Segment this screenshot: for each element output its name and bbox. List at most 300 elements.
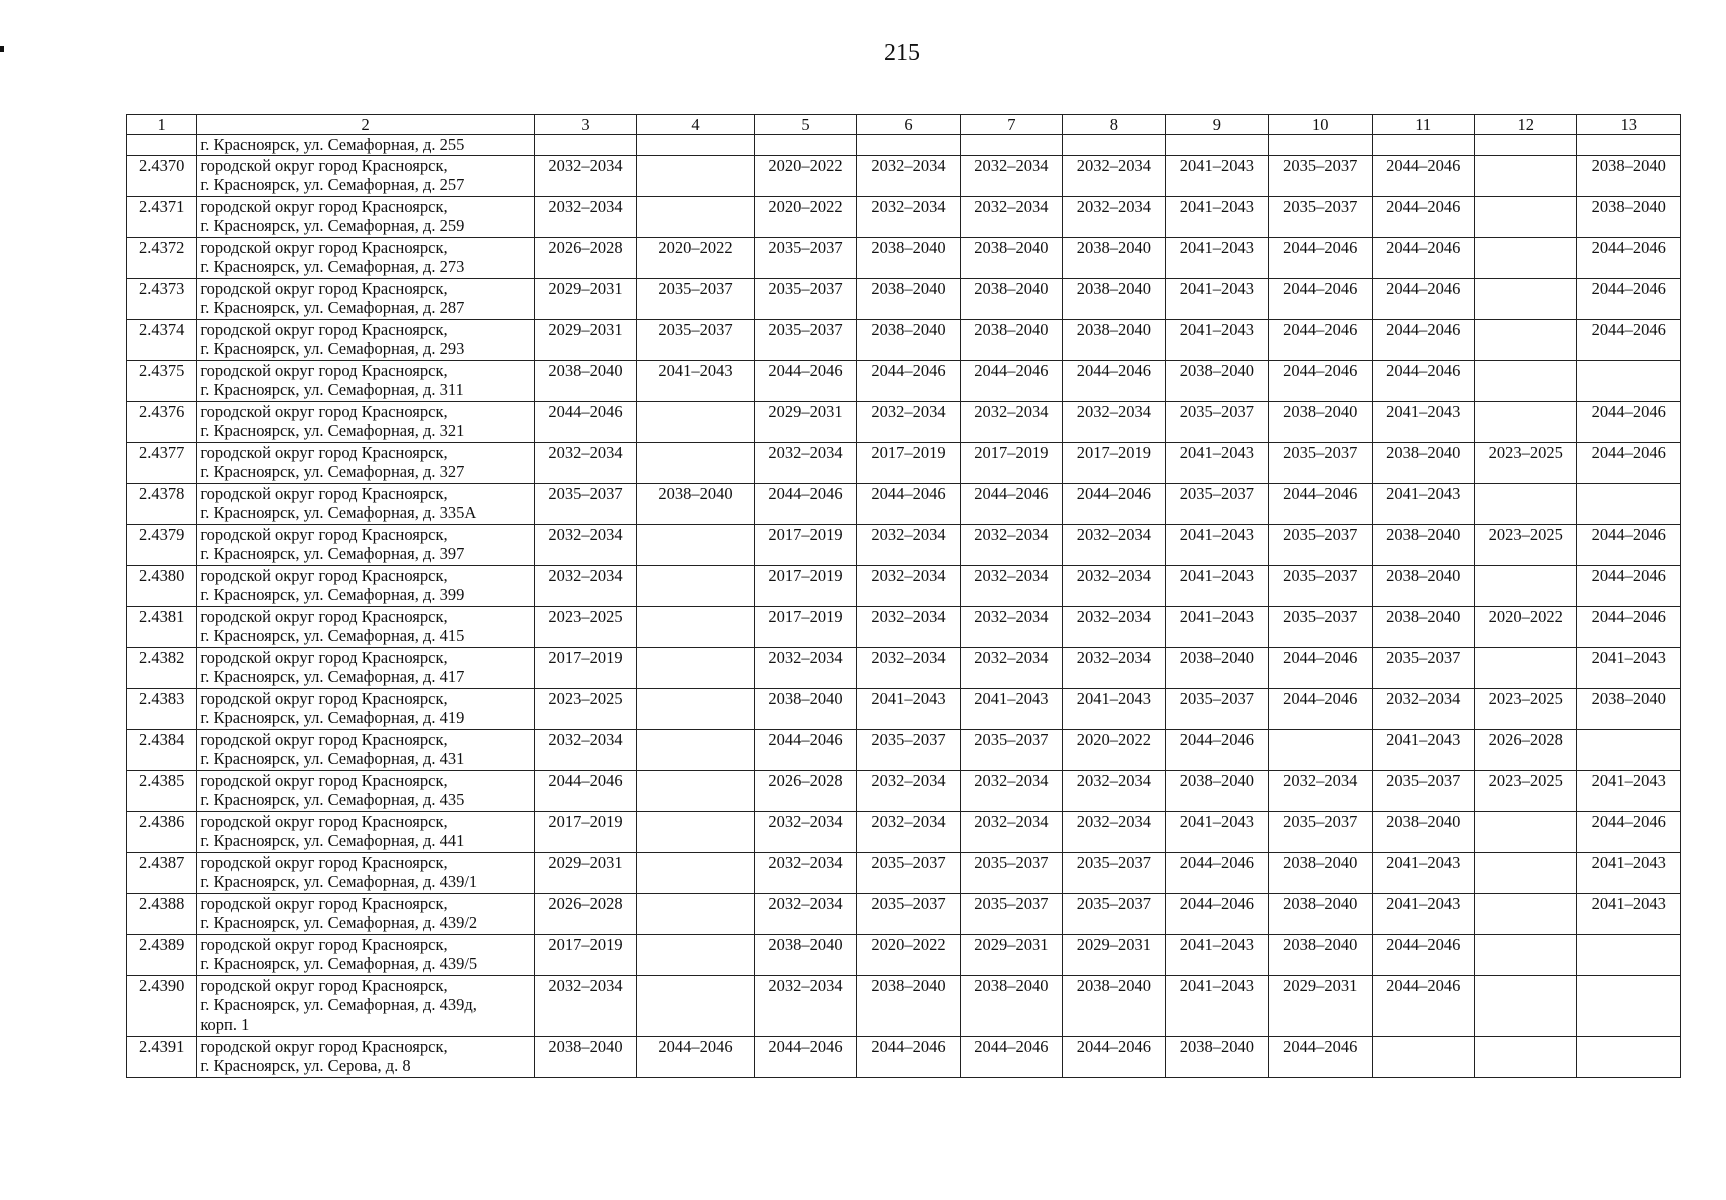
table-row xyxy=(127,155,1681,196)
address-line: городской округ город Красноярск, xyxy=(200,319,448,339)
table-row xyxy=(127,606,1681,647)
table-row xyxy=(127,237,1681,278)
period-cell xyxy=(637,524,755,565)
period-cell: 2044–2046 xyxy=(1372,934,1474,975)
period-cell xyxy=(637,811,755,852)
column-header: 2 xyxy=(197,115,535,135)
column-header: 12 xyxy=(1474,115,1576,135)
period-cell xyxy=(637,155,755,196)
address-cell xyxy=(197,688,535,729)
address-line: городской округ город Красноярск, xyxy=(200,729,448,749)
table-row xyxy=(127,196,1681,237)
period-cell xyxy=(637,647,755,688)
row-number: 2.4371 xyxy=(127,196,197,237)
header-row xyxy=(127,115,1681,135)
period-cell xyxy=(637,606,755,647)
address-cell: г. Красноярск, ул. Семафорная, д. 255 xyxy=(197,135,535,156)
address-line: г. Красноярск, ул. Семафорная, д. 257 xyxy=(200,175,465,194)
table-row xyxy=(127,893,1681,934)
address-line: г. Красноярск, ул. Семафорная, д. 335А xyxy=(200,503,477,522)
period-cell: 2044–2046 xyxy=(754,360,856,401)
period-cell: 2044–2046 xyxy=(1269,319,1372,360)
row-number: 2.4375 xyxy=(127,360,197,401)
period-cell: 2044–2046 xyxy=(637,1036,755,1077)
period-cell: 2035–2037 xyxy=(960,893,1062,934)
period-cell: 2044–2046 xyxy=(534,770,636,811)
period-cell: 2038–2040 xyxy=(637,483,755,524)
period-cell: 2038–2040 xyxy=(1063,237,1165,278)
period-cell: 2035–2037 xyxy=(1269,524,1372,565)
row-number: 2.4387 xyxy=(127,852,197,893)
period-cell: 2017–2019 xyxy=(960,442,1062,483)
table-cell xyxy=(754,135,856,156)
period-cell: 2044–2046 xyxy=(1063,360,1165,401)
table-cell xyxy=(1474,135,1576,156)
row-number: 2.4384 xyxy=(127,729,197,770)
address-cell xyxy=(197,401,535,442)
address-cell xyxy=(197,811,535,852)
period-cell: 2044–2046 xyxy=(1372,360,1474,401)
period-cell: 2032–2034 xyxy=(1063,811,1165,852)
period-cell: 2032–2034 xyxy=(960,565,1062,606)
address-cell xyxy=(197,196,535,237)
period-cell: 2032–2034 xyxy=(960,196,1062,237)
period-cell: 2038–2040 xyxy=(1165,1036,1268,1077)
period-cell: 2038–2040 xyxy=(1063,278,1165,319)
row-number: 2.4391 xyxy=(127,1036,197,1077)
table-row xyxy=(127,1036,1681,1077)
table-cell xyxy=(1577,135,1681,156)
table-cell xyxy=(1372,135,1474,156)
address-cell xyxy=(197,975,535,1036)
period-cell xyxy=(1474,319,1576,360)
row-number: 2.4372 xyxy=(127,237,197,278)
page-number: 215 xyxy=(884,40,920,66)
table-row xyxy=(127,319,1681,360)
table-cell xyxy=(1063,135,1165,156)
address-cell xyxy=(197,852,535,893)
period-cell: 2032–2034 xyxy=(960,606,1062,647)
period-cell: 2041–2043 xyxy=(1372,852,1474,893)
period-cell: 2044–2046 xyxy=(1577,442,1681,483)
period-cell xyxy=(1474,565,1576,606)
period-cell: 2044–2046 xyxy=(857,1036,960,1077)
column-header: 3 xyxy=(534,115,636,135)
period-cell: 2041–2043 xyxy=(1063,688,1165,729)
period-cell: 2041–2043 xyxy=(1577,893,1681,934)
period-cell: 2038–2040 xyxy=(1269,934,1372,975)
period-cell: 2044–2046 xyxy=(1372,237,1474,278)
address-line: г. Красноярск, ул. Семафорная, д. 417 xyxy=(200,667,465,686)
period-cell xyxy=(1474,360,1576,401)
period-cell xyxy=(1474,1036,1576,1077)
column-header: 1 xyxy=(127,115,197,135)
row-number: 2.4390 xyxy=(127,975,197,1036)
period-cell xyxy=(1474,155,1576,196)
address-line: г. Красноярск, ул. Семафорная, д. 311 xyxy=(200,380,464,399)
period-cell: 2032–2034 xyxy=(1063,155,1165,196)
address-cell xyxy=(197,893,535,934)
period-cell: 2017–2019 xyxy=(754,524,856,565)
address-line: городской округ город Красноярск, xyxy=(200,442,448,462)
period-cell: 2032–2034 xyxy=(1063,401,1165,442)
address-cell xyxy=(197,606,535,647)
period-cell: 2044–2046 xyxy=(1577,278,1681,319)
period-cell: 2020–2022 xyxy=(1063,729,1165,770)
period-cell xyxy=(637,729,755,770)
period-cell: 2023–2025 xyxy=(1474,770,1576,811)
row-number: 2.4383 xyxy=(127,688,197,729)
period-cell: 2038–2040 xyxy=(1269,401,1372,442)
address-cell xyxy=(197,1036,535,1077)
address-line: городской округ город Красноярск, xyxy=(200,237,448,257)
table-row xyxy=(127,483,1681,524)
row-number: 2.4376 xyxy=(127,401,197,442)
period-cell: 2035–2037 xyxy=(534,483,636,524)
period-cell xyxy=(637,401,755,442)
period-cell: 2041–2043 xyxy=(1577,852,1681,893)
period-cell: 2035–2037 xyxy=(754,278,856,319)
address-cell xyxy=(197,647,535,688)
table-cell xyxy=(534,135,636,156)
period-cell: 2029–2031 xyxy=(754,401,856,442)
column-header: 13 xyxy=(1577,115,1681,135)
period-cell: 2041–2043 xyxy=(1577,647,1681,688)
period-cell: 2038–2040 xyxy=(960,237,1062,278)
period-cell: 2020–2022 xyxy=(637,237,755,278)
row-number: 2.4380 xyxy=(127,565,197,606)
table-cell xyxy=(960,135,1062,156)
period-cell xyxy=(637,934,755,975)
period-cell xyxy=(637,565,755,606)
period-cell: 2044–2046 xyxy=(1577,811,1681,852)
table-cell xyxy=(857,135,960,156)
period-cell: 2032–2034 xyxy=(1063,524,1165,565)
period-cell: 2035–2037 xyxy=(1269,606,1372,647)
table-header xyxy=(127,115,1681,135)
period-cell: 2032–2034 xyxy=(857,647,960,688)
period-cell: 2023–2025 xyxy=(1474,442,1576,483)
row-number: 2.4378 xyxy=(127,483,197,524)
period-cell: 2032–2034 xyxy=(1063,565,1165,606)
period-cell xyxy=(637,688,755,729)
address-line: городской округ город Красноярск, xyxy=(200,401,448,421)
continuation-row xyxy=(127,135,1681,156)
period-cell: 2041–2043 xyxy=(960,688,1062,729)
period-cell: 2032–2034 xyxy=(1063,606,1165,647)
period-cell: 2032–2034 xyxy=(960,647,1062,688)
period-cell: 2032–2034 xyxy=(754,811,856,852)
period-cell: 2044–2046 xyxy=(1269,237,1372,278)
period-cell xyxy=(1474,893,1576,934)
table-row xyxy=(127,647,1681,688)
row-number: 2.4370 xyxy=(127,155,197,196)
period-cell: 2044–2046 xyxy=(754,483,856,524)
address-line: городской округ город Красноярск, xyxy=(200,893,448,913)
period-cell: 2044–2046 xyxy=(1577,524,1681,565)
table-cell xyxy=(1165,135,1268,156)
period-cell: 2041–2043 xyxy=(1372,893,1474,934)
period-cell: 2041–2043 xyxy=(1165,565,1268,606)
period-cell: 2035–2037 xyxy=(1165,483,1268,524)
period-cell: 2020–2022 xyxy=(1474,606,1576,647)
address-line: г. Красноярск, ул. Семафорная, д. 415 xyxy=(200,626,465,645)
period-cell xyxy=(1577,1036,1681,1077)
table-row xyxy=(127,401,1681,442)
period-cell xyxy=(637,893,755,934)
period-cell: 2044–2046 xyxy=(1372,319,1474,360)
period-cell: 2038–2040 xyxy=(857,278,960,319)
address-cell xyxy=(197,319,535,360)
address-line: г. Красноярск, ул. Семафорная, д. 431 xyxy=(200,749,465,768)
period-cell: 2017–2019 xyxy=(1063,442,1165,483)
period-cell: 2032–2034 xyxy=(534,196,636,237)
address-line: г. Красноярск, ул. Семафорная, д. 439д, xyxy=(200,995,477,1014)
period-cell: 2035–2037 xyxy=(1269,155,1372,196)
period-cell: 2035–2037 xyxy=(857,729,960,770)
table-row xyxy=(127,934,1681,975)
period-cell: 2032–2034 xyxy=(857,196,960,237)
period-cell: 2038–2040 xyxy=(754,688,856,729)
period-cell: 2044–2046 xyxy=(1577,319,1681,360)
period-cell: 2041–2043 xyxy=(1372,483,1474,524)
period-cell: 2032–2034 xyxy=(857,565,960,606)
address-cell xyxy=(197,237,535,278)
period-cell: 2041–2043 xyxy=(1165,524,1268,565)
period-cell: 2038–2040 xyxy=(1165,770,1268,811)
row-number: 2.4374 xyxy=(127,319,197,360)
period-cell: 2017–2019 xyxy=(754,606,856,647)
period-cell xyxy=(1577,934,1681,975)
row-number: 2.4373 xyxy=(127,278,197,319)
address-cell xyxy=(197,278,535,319)
period-cell: 2035–2037 xyxy=(1269,442,1372,483)
period-cell: 2038–2040 xyxy=(1063,975,1165,1036)
period-cell: 2038–2040 xyxy=(1372,606,1474,647)
period-cell: 2044–2046 xyxy=(754,1036,856,1077)
period-cell: 2035–2037 xyxy=(857,852,960,893)
period-cell: 2044–2046 xyxy=(1269,647,1372,688)
row-number: 2.4385 xyxy=(127,770,197,811)
period-cell xyxy=(1577,483,1681,524)
period-cell xyxy=(637,975,755,1036)
period-cell: 2020–2022 xyxy=(754,155,856,196)
period-cell: 2038–2040 xyxy=(1577,155,1681,196)
address-line: городской округ город Красноярск, xyxy=(200,565,448,585)
address-cell xyxy=(197,565,535,606)
period-cell xyxy=(1474,237,1576,278)
period-cell: 2035–2037 xyxy=(1165,401,1268,442)
address-line: г. Красноярск, ул. Семафорная, д. 327 xyxy=(200,462,465,481)
address-line: г. Красноярск, ул. Семафорная, д. 321 xyxy=(200,421,465,440)
period-cell xyxy=(1474,647,1576,688)
period-cell: 2032–2034 xyxy=(960,770,1062,811)
period-cell: 2035–2037 xyxy=(637,278,755,319)
period-cell: 2041–2043 xyxy=(857,688,960,729)
period-cell: 2032–2034 xyxy=(534,442,636,483)
period-cell: 2038–2040 xyxy=(1577,688,1681,729)
period-cell: 2032–2034 xyxy=(960,524,1062,565)
address-line: г. Красноярск, ул. Семафорная, д. 441 xyxy=(200,831,465,850)
table-cell xyxy=(127,135,197,156)
address-cell xyxy=(197,360,535,401)
period-cell xyxy=(637,852,755,893)
period-cell: 2035–2037 xyxy=(754,319,856,360)
table-row xyxy=(127,565,1681,606)
period-cell: 2038–2040 xyxy=(1063,319,1165,360)
period-cell: 2029–2031 xyxy=(1063,934,1165,975)
period-cell xyxy=(1577,975,1681,1036)
period-cell: 2041–2043 xyxy=(1165,975,1268,1036)
period-cell: 2038–2040 xyxy=(1165,647,1268,688)
address-line: городской округ город Красноярск, xyxy=(200,852,448,872)
address-line: г. Красноярск, ул. Серова, д. 8 xyxy=(200,1056,411,1075)
period-cell: 2035–2037 xyxy=(637,319,755,360)
table-row xyxy=(127,729,1681,770)
period-cell: 2041–2043 xyxy=(1165,319,1268,360)
period-cell: 2038–2040 xyxy=(1269,852,1372,893)
period-cell: 2038–2040 xyxy=(857,975,960,1036)
period-cell: 2032–2034 xyxy=(1269,770,1372,811)
period-cell: 2035–2037 xyxy=(1165,688,1268,729)
address-line: г. Красноярск, ул. Семафорная, д. 419 xyxy=(200,708,465,727)
period-cell xyxy=(637,770,755,811)
period-cell: 2041–2043 xyxy=(1577,770,1681,811)
period-cell: 2035–2037 xyxy=(960,729,1062,770)
address-cell xyxy=(197,483,535,524)
period-cell xyxy=(1474,975,1576,1036)
period-cell: 2032–2034 xyxy=(534,524,636,565)
address-line: г. Красноярск, ул. Семафорная, д. 435 xyxy=(200,790,465,809)
column-header: 11 xyxy=(1372,115,1474,135)
row-number: 2.4379 xyxy=(127,524,197,565)
address-cell xyxy=(197,934,535,975)
address-line: городской округ город Красноярск, xyxy=(200,770,448,790)
period-cell: 2038–2040 xyxy=(857,319,960,360)
period-cell: 2023–2025 xyxy=(534,606,636,647)
column-header: 9 xyxy=(1165,115,1268,135)
period-cell: 2044–2046 xyxy=(1165,852,1268,893)
table-row xyxy=(127,811,1681,852)
address-cell xyxy=(197,524,535,565)
address-line: г. Красноярск, ул. Семафорная, д. 397 xyxy=(200,544,465,563)
period-cell: 2044–2046 xyxy=(1165,729,1268,770)
period-cell: 2035–2037 xyxy=(1372,647,1474,688)
period-cell: 2044–2046 xyxy=(1372,155,1474,196)
table-row xyxy=(127,278,1681,319)
period-cell: 2044–2046 xyxy=(1372,975,1474,1036)
period-cell: 2017–2019 xyxy=(534,811,636,852)
period-cell: 2044–2046 xyxy=(754,729,856,770)
table-cell xyxy=(637,135,755,156)
address-line: г. Красноярск, ул. Семафорная, д. 439/1 xyxy=(200,872,478,891)
column-header: 7 xyxy=(960,115,1062,135)
period-cell xyxy=(1474,483,1576,524)
address-line: городской округ город Красноярск, xyxy=(200,155,448,175)
period-cell: 2038–2040 xyxy=(960,278,1062,319)
period-cell: 2035–2037 xyxy=(1372,770,1474,811)
period-cell: 2029–2031 xyxy=(534,852,636,893)
period-cell xyxy=(1577,729,1681,770)
period-cell: 2038–2040 xyxy=(1165,360,1268,401)
address-line: городской округ город Красноярск, xyxy=(200,606,448,626)
period-cell: 2044–2046 xyxy=(1269,278,1372,319)
address-line: городской округ город Красноярск, xyxy=(200,483,448,503)
period-cell xyxy=(1577,360,1681,401)
period-cell: 2032–2034 xyxy=(960,811,1062,852)
period-cell: 2026–2028 xyxy=(1474,729,1576,770)
address-cell xyxy=(197,770,535,811)
row-number: 2.4389 xyxy=(127,934,197,975)
period-cell: 2038–2040 xyxy=(1269,893,1372,934)
period-cell: 2041–2043 xyxy=(1165,237,1268,278)
period-cell: 2032–2034 xyxy=(857,401,960,442)
period-cell: 2038–2040 xyxy=(1372,442,1474,483)
row-number: 2.4386 xyxy=(127,811,197,852)
period-cell: 2038–2040 xyxy=(534,360,636,401)
table-row xyxy=(127,360,1681,401)
address-cell xyxy=(197,729,535,770)
row-number: 2.4381 xyxy=(127,606,197,647)
period-cell: 2041–2043 xyxy=(1165,442,1268,483)
column-header: 10 xyxy=(1269,115,1372,135)
address-line: городской округ город Красноярск, xyxy=(200,360,448,380)
address-line: городской округ город Красноярск, xyxy=(200,196,448,216)
period-cell: 2044–2046 xyxy=(1372,278,1474,319)
row-number: 2.4377 xyxy=(127,442,197,483)
period-cell: 2032–2034 xyxy=(754,852,856,893)
period-cell: 2035–2037 xyxy=(960,852,1062,893)
period-cell: 2044–2046 xyxy=(1165,893,1268,934)
column-header: 4 xyxy=(637,115,755,135)
period-cell: 2029–2031 xyxy=(534,278,636,319)
address-line: городской округ город Красноярск, xyxy=(200,975,448,995)
period-cell: 2035–2037 xyxy=(754,237,856,278)
period-cell: 2041–2043 xyxy=(1165,155,1268,196)
period-cell xyxy=(1474,196,1576,237)
period-cell: 2038–2040 xyxy=(1372,524,1474,565)
period-cell: 2038–2040 xyxy=(1372,811,1474,852)
address-line: городской округ город Красноярск, xyxy=(200,647,448,667)
period-cell: 2026–2028 xyxy=(534,237,636,278)
period-cell: 2044–2046 xyxy=(857,360,960,401)
period-cell: 2044–2046 xyxy=(1577,565,1681,606)
period-cell: 2038–2040 xyxy=(960,975,1062,1036)
period-cell: 2032–2034 xyxy=(960,401,1062,442)
period-cell: 2032–2034 xyxy=(754,647,856,688)
table-row xyxy=(127,770,1681,811)
address-line: корп. 1 xyxy=(200,1014,250,1034)
address-line: г. Красноярск, ул. Семафорная, д. 439/5 xyxy=(200,954,478,973)
period-cell: 2044–2046 xyxy=(857,483,960,524)
period-cell: 2017–2019 xyxy=(754,565,856,606)
table-row xyxy=(127,688,1681,729)
period-cell: 2044–2046 xyxy=(960,1036,1062,1077)
period-cell: 2032–2034 xyxy=(754,893,856,934)
period-cell: 2032–2034 xyxy=(534,155,636,196)
period-cell: 2038–2040 xyxy=(1372,565,1474,606)
period-cell: 2032–2034 xyxy=(857,811,960,852)
table-row xyxy=(127,975,1681,1036)
period-cell: 2035–2037 xyxy=(857,893,960,934)
period-cell: 2041–2043 xyxy=(637,360,755,401)
address-line: городской округ город Красноярск, xyxy=(200,688,448,708)
period-cell: 2035–2037 xyxy=(1269,565,1372,606)
period-cell: 2032–2034 xyxy=(754,975,856,1036)
period-cell: 2044–2046 xyxy=(1577,606,1681,647)
period-cell: 2044–2046 xyxy=(534,401,636,442)
period-cell: 2044–2046 xyxy=(1269,1036,1372,1077)
